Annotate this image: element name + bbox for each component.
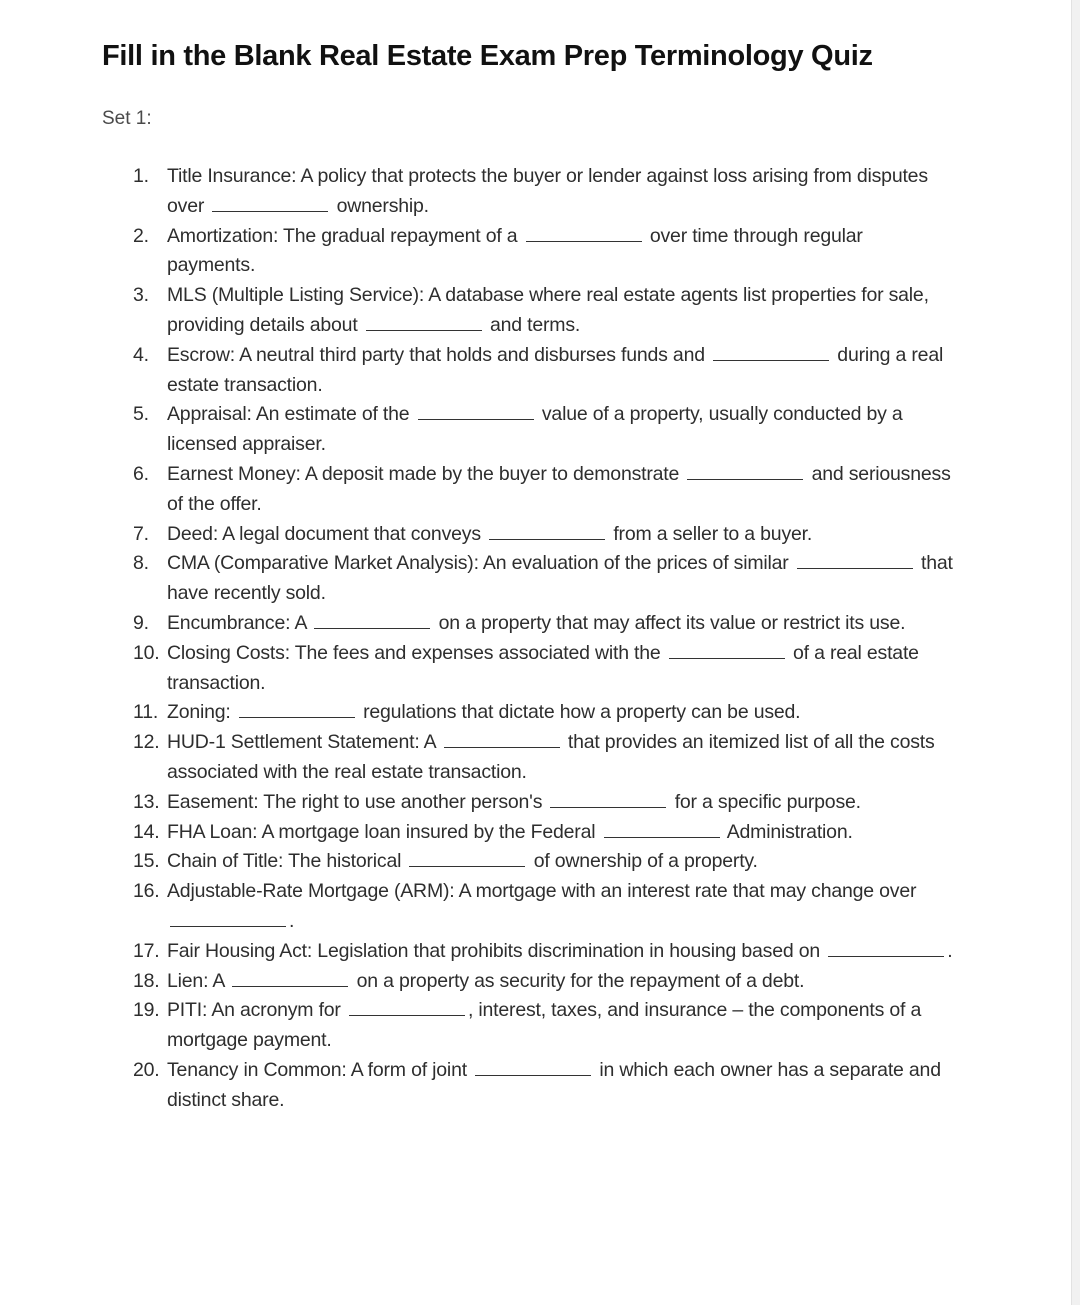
item-text-after: and seriousness of the offer. <box>167 462 951 515</box>
item-number: 9. <box>133 611 149 634</box>
item-text-before: Encumbrance: A <box>167 611 307 634</box>
item-number: 10. <box>133 641 160 664</box>
item-text-after: ownership. <box>336 194 429 217</box>
item-text-before: Deed: A legal document that conveys <box>167 522 481 545</box>
item-text-after: regulations that dictate how a property can be used. <box>363 701 801 724</box>
item-text-after: . <box>289 909 295 932</box>
item-text-before: Escrow: A neutral third party that holds and disburses funds and <box>167 343 705 366</box>
item-text-after: value of a property, usually conducted by a licensed appraiser. <box>167 403 903 456</box>
document-title: Fill in the Blank Real Estate Exam Prep Terminology Quiz <box>102 40 873 72</box>
answer-blank <box>418 403 534 420</box>
item-number: 16. <box>133 880 160 903</box>
quiz-item <box>133 520 953 550</box>
answer-blank <box>239 701 355 718</box>
item-text-after: in which each owner has a separate and distinct share. <box>167 1058 941 1111</box>
quiz-item <box>133 460 953 520</box>
answer-blank <box>604 821 720 838</box>
quiz-item <box>133 788 953 818</box>
answer-blank <box>713 344 829 361</box>
quiz-item <box>133 937 953 967</box>
item-number: 7. <box>133 522 149 545</box>
item-text-before: Closing Costs: The fees and expenses associated with the <box>167 641 661 664</box>
item-text-before: HUD-1 Settlement Statement: A <box>167 731 436 754</box>
item-text-before: Easement: The right to use another person's <box>167 790 543 813</box>
item-number: 4. <box>133 343 149 366</box>
quiz-item <box>133 996 953 1056</box>
item-text-after: from a seller to a buyer. <box>613 522 813 545</box>
quiz-item <box>133 728 953 788</box>
item-text-after: that have recently sold. <box>167 552 953 605</box>
item-number: 6. <box>133 462 149 485</box>
set-label: Set 1: <box>102 108 152 129</box>
item-text-before: Zoning: <box>167 701 231 724</box>
answer-blank <box>489 523 605 540</box>
answer-blank <box>828 940 944 957</box>
item-text-after: over time through regular payments. <box>167 224 863 277</box>
answer-blank <box>212 195 328 212</box>
answer-blank <box>170 910 286 927</box>
quiz-item <box>133 609 953 639</box>
quiz-list <box>133 162 953 1116</box>
item-text-after: Administration. <box>726 820 853 843</box>
item-text-before: MLS (Multiple Listing Service): A database where real estate agents list properties for sale, providing details about <box>167 284 929 336</box>
item-text-after: of ownership of a property. <box>533 850 758 873</box>
item-number: 8. <box>133 552 149 575</box>
item-text-after: . <box>947 939 953 962</box>
quiz-item <box>133 400 953 460</box>
item-number: 19. <box>133 999 160 1022</box>
item-number: 5. <box>133 403 149 426</box>
item-text-before: Amortization: The gradual repayment of a <box>167 224 518 247</box>
quiz-item <box>133 162 953 222</box>
quiz-item <box>133 847 953 877</box>
item-number: 14. <box>133 820 160 843</box>
item-number: 3. <box>133 284 149 307</box>
item-text-after: on a property as security for the repayment of a debt. <box>356 969 805 992</box>
answer-blank <box>526 225 642 242</box>
item-text-after: of a real estate transaction. <box>167 641 919 694</box>
item-text-before: Title Insurance: A policy that protects the buyer or lender against loss arising from disputes over <box>167 165 928 217</box>
item-text-before: Fair Housing Act: Legislation that prohibits discrimination in housing based on <box>167 939 820 962</box>
answer-blank <box>797 552 913 569</box>
item-text-before: Chain of Title: The historical <box>167 850 402 873</box>
item-number: 1. <box>133 165 149 187</box>
answer-blank <box>687 463 803 480</box>
item-number: 18. <box>133 969 160 992</box>
item-text-after: that provides an itemized list of all the costs associated with the real estate transaction. <box>167 731 935 783</box>
item-number: 13. <box>133 790 160 813</box>
quiz-item <box>133 341 953 401</box>
answer-blank <box>232 970 348 987</box>
quiz-item <box>133 698 953 728</box>
item-text-before: CMA (Comparative Market Analysis): An evaluation of the prices of similar <box>167 552 789 575</box>
quiz-item <box>133 639 953 699</box>
quiz-item <box>133 877 953 937</box>
item-text-before: PITI: An acronym for <box>167 999 341 1022</box>
quiz-item <box>133 549 953 609</box>
answer-blank <box>409 850 525 867</box>
item-text-after: , interest, taxes, and insurance – the components of a mortgage payment. <box>167 999 922 1052</box>
item-text-before: Appraisal: An estimate of the <box>167 403 410 426</box>
answer-blank <box>669 642 785 659</box>
item-text-before: Earnest Money: A deposit made by the buyer to demonstrate <box>167 462 680 485</box>
answer-blank <box>314 612 430 629</box>
item-number: 12. <box>133 731 160 754</box>
quiz-item <box>133 281 953 341</box>
item-text-before: Tenancy in Common: A form of joint <box>167 1058 467 1081</box>
answer-blank <box>475 1059 591 1076</box>
item-number: 17. <box>133 939 160 962</box>
item-text-after: on a property that may affect its value or restrict its use. <box>438 611 906 634</box>
item-number: 2. <box>133 224 149 247</box>
answer-blank <box>550 791 666 808</box>
quiz-item <box>133 818 953 848</box>
item-text-before: Lien: A <box>167 969 225 992</box>
quiz-item <box>133 222 953 282</box>
answer-blank <box>366 314 482 331</box>
item-text-after: and terms. <box>489 313 581 336</box>
quiz-item <box>133 1056 953 1116</box>
item-text-after: for a specific purpose. <box>674 790 861 813</box>
answer-blank <box>444 731 560 748</box>
item-number: 15. <box>133 850 160 873</box>
item-text-after: during a real estate transaction. <box>167 343 944 396</box>
item-text-before: FHA Loan: A mortgage loan insured by the Federal <box>167 820 596 843</box>
item-text-before: Adjustable-Rate Mortgage (ARM): A mortgage with an interest rate that may change over <box>167 880 917 903</box>
item-number: 20. <box>133 1058 160 1081</box>
answer-blank <box>349 999 465 1016</box>
quiz-item <box>133 967 953 997</box>
page-edge <box>1071 0 1080 1305</box>
item-number: 11. <box>133 701 159 724</box>
